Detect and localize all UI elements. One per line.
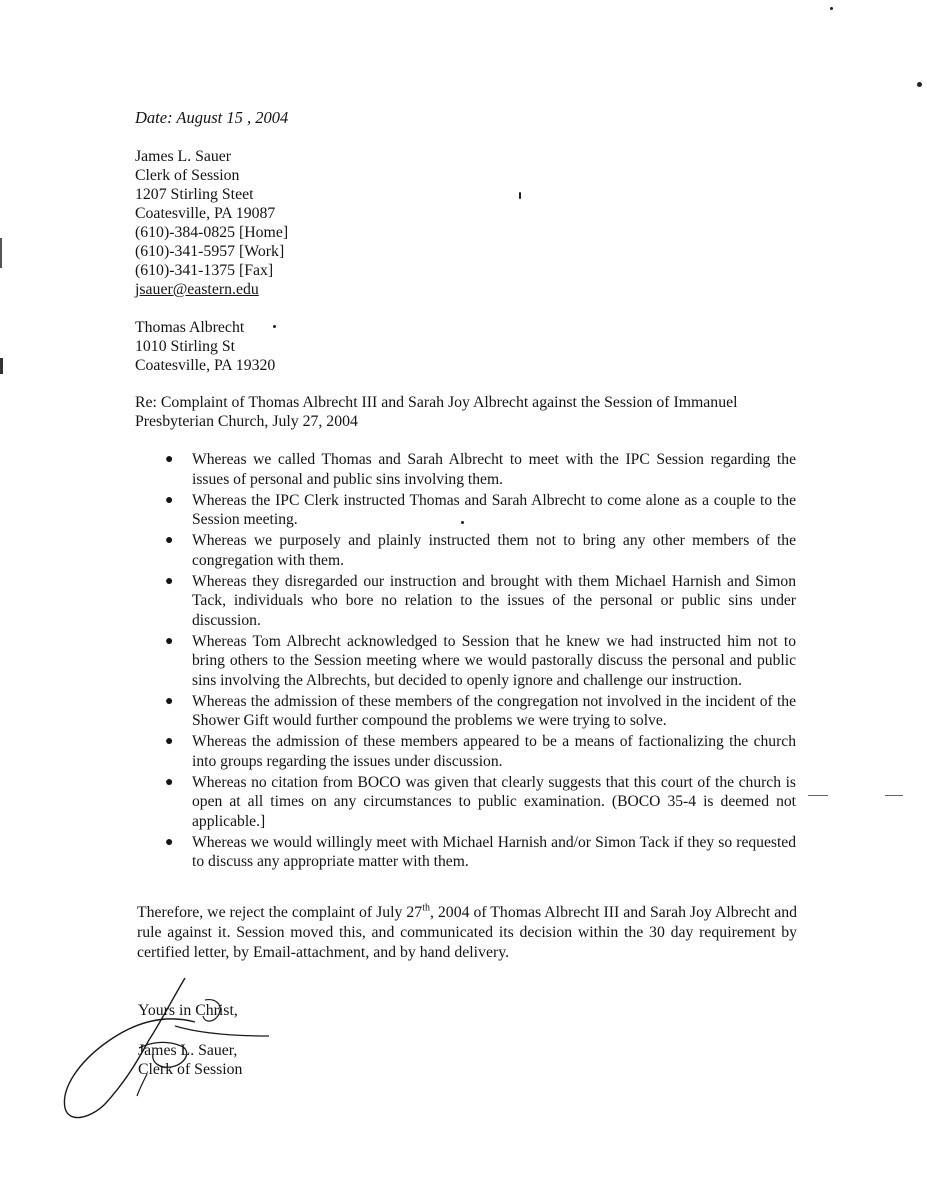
scan-edge-mark <box>808 795 828 796</box>
whereas-item <box>160 572 796 631</box>
whereas-text: Whereas the admission of these members of the congregation not involved in the incident of the Shower Gift would further compound the problems we were trying to solve. <box>192 692 796 729</box>
whereas-list <box>160 450 796 873</box>
scan-speck <box>830 7 833 10</box>
ordinal-suffix: th <box>422 902 430 914</box>
whereas-item <box>160 531 796 570</box>
whereas-text: Whereas Tom Albrecht acknowledged to Session that he knew we had instructed him not to bring others to the Session meeting where we would pastorally discuss the personal and public sins involving the Albrechts, but decided to openly ignore and challenge our instruction. <box>192 632 796 689</box>
scan-speck <box>273 325 276 328</box>
recipient-address-block <box>135 318 275 375</box>
handwritten-signature <box>55 970 285 1130</box>
sender-street: 1207 Stirling Steet <box>135 186 254 203</box>
bullet-icon: ● <box>165 693 174 709</box>
signer-name: James L. Sauer, <box>138 1042 238 1059</box>
sender-phone-home: (610)-384-0825 [Home] <box>135 224 289 241</box>
scan-edge-mark <box>885 795 903 796</box>
sender-phone-work: (610)-341-5957 [Work] <box>135 243 285 260</box>
therefore-text-start: Therefore, we reject the complaint of July 27 <box>137 904 423 921</box>
letter-date: Date: August 15 , 2004 <box>135 108 289 127</box>
whereas-item <box>160 732 796 771</box>
bullet-icon: ● <box>165 452 174 467</box>
bullet-icon: ● <box>165 573 174 589</box>
bullet-icon: ● <box>165 774 174 790</box>
sender-email-link[interactable]: jsauer@eastern.edu <box>135 281 259 298</box>
whereas-text: Whereas the IPC Clerk instructed Thomas and Sarah Albrecht to come alone as a couple to the Session meeting. <box>192 491 796 528</box>
bullet-icon: ● <box>165 834 174 850</box>
whereas-item <box>160 450 796 489</box>
whereas-text: Whereas we called Thomas and Sarah Albrecht to meet with the IPC Session regarding the issues of personal and public sins involving them. <box>192 451 796 488</box>
recipient-city: Coatesville, PA 19320 <box>135 357 276 374</box>
sender-city: Coatesville, PA 19087 <box>135 205 276 222</box>
whereas-text: Whereas we would willingly meet with Michael Harnish and/or Simon Tack if they so requested to discuss any appropriate matter with them. <box>192 833 796 870</box>
whereas-item <box>160 773 796 832</box>
scan-edge-mark <box>0 358 3 374</box>
whereas-item <box>160 833 796 872</box>
whereas-text: Whereas the admission of these members appeared to be a means of factionalizing the church into groups regarding the issues under discussion. <box>192 733 796 770</box>
sender-title: Clerk of Session <box>135 167 240 184</box>
recipient-street: 1010 Stirling St <box>135 338 236 355</box>
bullet-icon: ● <box>165 633 174 649</box>
sender-fax: (610)-341-1375 [Fax] <box>135 262 274 279</box>
subject-line: Re: Complaint of Thomas Albrecht III and Sarah Joy Albrecht against the Session of Immanuel Presbyterian Church, July 27, 2004 <box>135 394 738 430</box>
whereas-text: Whereas they disregarded our instruction and brought with them Michael Harnish and Simon Tack, individuals who bore no relation to the issues of the personal or public sins under discussion. <box>192 572 796 629</box>
sender-address-block <box>135 147 288 299</box>
scan-speck <box>519 192 521 199</box>
sender-name: James L. Sauer <box>135 148 232 165</box>
scan-edge-mark <box>0 238 2 268</box>
bullet-icon: ● <box>165 734 174 749</box>
recipient-name: Thomas Albrecht <box>135 319 245 336</box>
whereas-text: Whereas no citation from BOCO was given that clearly suggests that this court of the church is open at all times on any circumstances to public examination. (BOCO 35-4 is deemed not applicable.] <box>192 773 796 830</box>
scan-speck <box>461 521 464 524</box>
therefore-paragraph <box>137 903 797 963</box>
scan-speck <box>917 82 922 87</box>
whereas-text: Whereas we purposely and plainly instructed them not to bring any other members of the congregation with them. <box>192 532 796 569</box>
whereas-item <box>160 692 796 731</box>
therefore-text-end: , 2004 of Thomas Albrecht III and Sarah Joy Albrecht and rule against it. Session moved this, and communicated its decision within the 30 day requirement by certified letter, by Email-attachment, and by hand delivery. <box>137 904 798 961</box>
closing-salutation: Yours in Christ, <box>138 1002 238 1019</box>
signer-title: Clerk of Session <box>138 1061 243 1078</box>
bullet-icon: ● <box>165 492 174 508</box>
whereas-item <box>160 632 796 691</box>
bullet-icon: ● <box>165 533 174 548</box>
whereas-item <box>160 491 796 530</box>
